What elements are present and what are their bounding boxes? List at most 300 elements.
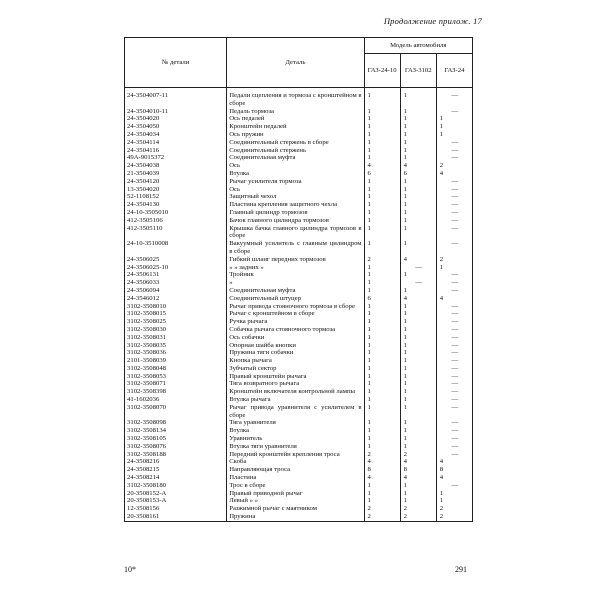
part-number: 24-3504116 (125, 147, 227, 155)
part-number: 3102-3508105 (125, 435, 227, 443)
model-qty-3: 4 (436, 170, 472, 178)
table-row (125, 419, 473, 427)
part-number: 49А-9015372 (125, 154, 227, 162)
model-qty-3: — (436, 186, 472, 194)
model-qty-2: 1 (400, 201, 436, 209)
part-name: Ось (227, 186, 364, 194)
model-qty-3: — (436, 303, 472, 311)
model-qty-3: 4 (436, 474, 472, 482)
model-qty-1: 1 (364, 240, 400, 256)
model-qty-1: 8 (364, 466, 400, 474)
model-qty-3: — (436, 271, 472, 279)
model-qty-2: 1 (400, 178, 436, 186)
model-qty-3: — (436, 342, 472, 350)
model-qty-2: 1 (400, 334, 436, 342)
model-qty-1: 1 (364, 396, 400, 404)
part-name: Опорная шайба кнопки (227, 342, 364, 350)
page-signature: 10* (124, 565, 136, 574)
model-qty-3: — (436, 310, 472, 318)
part-name: Рычаг с кронштейном в сборе (227, 310, 364, 318)
part-name: Собачка рычага стояночного тормоза (227, 326, 364, 334)
model-qty-3: 1 (436, 264, 472, 272)
model-qty-3: 8 (436, 466, 472, 474)
table-row (125, 482, 473, 490)
part-name: Бачок главного цилиндра тормозов (227, 217, 364, 225)
model-qty-2: 1 (400, 154, 436, 162)
table-row (125, 178, 473, 186)
part-name: Передний кронштейн крепления троса (227, 451, 364, 459)
model-qty-2: 1 (400, 365, 436, 373)
model-qty-1: 1 (364, 497, 400, 505)
model-qty-3: 1 (436, 123, 472, 131)
part-number: 24-3506025 (125, 256, 227, 264)
model-qty-1: 1 (364, 287, 400, 295)
part-number: 24-3504114 (125, 139, 227, 147)
part-name: Зубчатый сектор (227, 365, 364, 373)
model-qty-2: 1 (400, 240, 436, 256)
part-name: Защитный чехол (227, 193, 364, 201)
model-qty-2: 1 (400, 497, 436, 505)
header-model-1: ГАЗ-24-10 (364, 54, 400, 88)
part-number: 412-3505110 (125, 225, 227, 241)
model-qty-1: 2 (364, 256, 400, 264)
table-row (125, 466, 473, 474)
part-name: Тяга уравнителя (227, 419, 364, 427)
part-number: 3102-3508070 (125, 404, 227, 420)
part-number: 24-10-3505010 (125, 209, 227, 217)
table-row (125, 443, 473, 451)
part-name: Ось пружин (227, 131, 364, 139)
table-row (125, 318, 473, 326)
model-qty-1: 1 (364, 482, 400, 490)
part-number: 24-3508214 (125, 474, 227, 482)
table-row (125, 287, 473, 295)
table-row (125, 279, 473, 287)
part-name: Педали сцепления и тормоза с кронштейном в сборе (227, 92, 364, 108)
part-name: » » задних » (227, 264, 364, 272)
model-qty-1: 1 (364, 217, 400, 225)
model-qty-2: 4 (400, 474, 436, 482)
model-qty-2: 4 (400, 295, 436, 303)
model-qty-1: 1 (364, 147, 400, 155)
model-qty-1: 1 (364, 123, 400, 131)
part-name: Крышка бачка главного цилиндра тормозов в сборе (227, 225, 364, 241)
model-qty-2: 1 (400, 123, 436, 131)
model-qty-3: — (436, 139, 472, 147)
model-qty-3: — (436, 108, 472, 116)
part-number: 3102-3508188 (125, 451, 227, 459)
model-qty-1: 1 (364, 201, 400, 209)
part-name: Правый приводной рычаг (227, 490, 364, 498)
model-qty-2: 4 (400, 256, 436, 264)
model-qty-1: 1 (364, 357, 400, 365)
table-row (125, 115, 473, 123)
part-number: 3102-3508030 (125, 326, 227, 334)
model-qty-1: 1 (364, 303, 400, 311)
model-qty-2: 2 (400, 513, 436, 521)
part-number: 24-3504120 (125, 178, 227, 186)
model-qty-3: — (436, 357, 472, 365)
model-qty-3: — (436, 193, 472, 201)
part-number: 24-3504050 (125, 123, 227, 131)
part-name: Уравнитель (227, 435, 364, 443)
model-qty-1: 1 (364, 334, 400, 342)
part-number: 3102-3508035 (125, 342, 227, 350)
model-qty-3: — (436, 482, 472, 490)
part-name: Втулка тяги уравнителя (227, 443, 364, 451)
model-qty-1: 6 (364, 295, 400, 303)
part-name: Направляющая троса (227, 466, 364, 474)
model-qty-1: 1 (364, 209, 400, 217)
part-name: Гибкий шланг передних тормозов (227, 256, 364, 264)
model-qty-1: 1 (364, 318, 400, 326)
model-qty-1: 1 (364, 365, 400, 373)
part-number: 24-3506033 (125, 279, 227, 287)
model-qty-3: — (436, 154, 472, 162)
part-number: 24-3546012 (125, 295, 227, 303)
part-name: Тройник (227, 271, 364, 279)
model-qty-3: 1 (436, 115, 472, 123)
part-name: Левый » » (227, 497, 364, 505)
model-qty-1: 1 (364, 310, 400, 318)
table-row (125, 326, 473, 334)
model-qty-3: — (436, 349, 472, 357)
model-qty-2: 1 (400, 435, 436, 443)
table-row (125, 154, 473, 162)
part-name: Трос в сборе (227, 482, 364, 490)
model-qty-2: 1 (400, 396, 436, 404)
model-qty-1: 1 (364, 225, 400, 241)
part-name: Кнопка рычага (227, 357, 364, 365)
table-row (125, 303, 473, 311)
model-qty-1: 2 (364, 513, 400, 521)
table-row (125, 92, 473, 108)
table-row (125, 373, 473, 381)
model-qty-1: 1 (364, 380, 400, 388)
model-qty-2: 1 (400, 115, 436, 123)
model-qty-1: 1 (364, 373, 400, 381)
part-name: Пластина (227, 474, 364, 482)
model-qty-3: — (436, 240, 472, 256)
table-row (125, 139, 473, 147)
model-qty-2: — (400, 264, 436, 272)
model-qty-2: 1 (400, 342, 436, 350)
model-qty-2: 1 (400, 209, 436, 217)
model-qty-1: 1 (364, 92, 400, 108)
model-qty-1: 4 (364, 474, 400, 482)
part-name: Разжимной рычаг с маятником (227, 505, 364, 513)
model-qty-2: 1 (400, 373, 436, 381)
model-qty-1: 1 (364, 178, 400, 186)
part-number: 20-3508161 (125, 513, 227, 521)
part-number: 24-3506094 (125, 287, 227, 295)
model-qty-2: 2 (400, 505, 436, 513)
part-number: 3102-3508053 (125, 373, 227, 381)
model-qty-3: — (436, 92, 472, 108)
part-number: 24-3504034 (125, 131, 227, 139)
part-number: 3102-3508180 (125, 482, 227, 490)
model-qty-3: 1 (436, 131, 472, 139)
model-qty-3: — (436, 373, 472, 381)
part-name: » (227, 279, 364, 287)
part-number: 24-10-3510008 (125, 240, 227, 256)
model-qty-2: 1 (400, 419, 436, 427)
part-name: Соединительный стержень (227, 147, 364, 155)
model-qty-1: 1 (364, 490, 400, 498)
model-qty-1: 2 (364, 451, 400, 459)
model-qty-2: 1 (400, 217, 436, 225)
model-qty-1: 1 (364, 154, 400, 162)
table-row (125, 108, 473, 116)
part-number: 2101-3508039 (125, 357, 227, 365)
model-qty-3: — (436, 451, 472, 459)
header-part-number: № детали (125, 38, 227, 88)
part-number: 21-3504039 (125, 170, 227, 178)
model-qty-3: — (436, 435, 472, 443)
model-qty-1: 1 (364, 435, 400, 443)
table-row (125, 427, 473, 435)
model-qty-2: 1 (400, 388, 436, 396)
part-number: 3102-3508048 (125, 365, 227, 373)
part-name: Ось педалей (227, 115, 364, 123)
model-qty-3: — (436, 279, 472, 287)
model-qty-3: — (436, 326, 472, 334)
model-qty-3: — (436, 217, 472, 225)
part-name: Кронштейн включателя контрольной лампы (227, 388, 364, 396)
table-row (125, 349, 473, 357)
model-qty-1: 1 (364, 388, 400, 396)
part-number: 52-1108152 (125, 193, 227, 201)
part-name: Пружина тяги собачки (227, 349, 364, 357)
part-name: Рычаг усилителя тормоза (227, 178, 364, 186)
model-qty-3: — (436, 396, 472, 404)
model-qty-3: 4 (436, 458, 472, 466)
table-row (125, 186, 473, 194)
model-qty-2: 1 (400, 186, 436, 194)
part-name: Педаль тормоза (227, 108, 364, 116)
part-name: Втулка (227, 427, 364, 435)
table-row (125, 451, 473, 459)
table-row (125, 365, 473, 373)
part-number: 3102-3508015 (125, 310, 227, 318)
table-row (125, 497, 473, 505)
model-qty-2: 4 (400, 458, 436, 466)
part-number: 412-3505106 (125, 217, 227, 225)
model-qty-3: — (436, 404, 472, 420)
model-qty-3: 4 (436, 295, 472, 303)
model-qty-1: 1 (364, 115, 400, 123)
model-qty-1: 4 (364, 458, 400, 466)
table-row (125, 162, 473, 170)
part-number: 41-1602036 (125, 396, 227, 404)
part-number: 24-3504038 (125, 162, 227, 170)
table-row (125, 271, 473, 279)
model-qty-3: 2 (436, 513, 472, 521)
model-qty-2: 1 (400, 380, 436, 388)
model-qty-2: 1 (400, 139, 436, 147)
model-qty-2: 1 (400, 310, 436, 318)
model-qty-2: 1 (400, 482, 436, 490)
table-row (125, 310, 473, 318)
part-name: Ось собачки (227, 334, 364, 342)
model-qty-2: 1 (400, 443, 436, 451)
model-qty-1: 1 (364, 342, 400, 350)
table-row (125, 513, 473, 521)
table-row (125, 505, 473, 513)
part-name: Соединительная муфта (227, 287, 364, 295)
table-row (125, 435, 473, 443)
part-name: Пластина крепления защитного чехла (227, 201, 364, 209)
table-row (125, 474, 473, 482)
table-row (125, 380, 473, 388)
table-row (125, 357, 473, 365)
table-row (125, 256, 473, 264)
model-qty-3: — (436, 147, 472, 155)
model-qty-1: 1 (364, 326, 400, 334)
part-name: Рычаг привода стояночного тормоза в сборе (227, 303, 364, 311)
model-qty-3: — (436, 388, 472, 396)
model-qty-2: 1 (400, 427, 436, 435)
model-qty-2: 1 (400, 490, 436, 498)
model-qty-1: 4 (364, 162, 400, 170)
model-qty-2: 1 (400, 318, 436, 326)
model-qty-3: — (436, 318, 472, 326)
parts-table (124, 37, 473, 522)
model-qty-1: 1 (364, 419, 400, 427)
model-qty-1: 1 (364, 349, 400, 357)
model-qty-3: — (436, 334, 472, 342)
header-model-3: ГАЗ-24 (436, 54, 472, 88)
model-qty-2: 1 (400, 271, 436, 279)
model-qty-2: — (400, 279, 436, 287)
table-row (125, 201, 473, 209)
model-qty-2: 1 (400, 326, 436, 334)
model-qty-1: 1 (364, 186, 400, 194)
model-qty-3: — (436, 209, 472, 217)
model-qty-3: — (436, 365, 472, 373)
table-row (125, 264, 473, 272)
model-qty-1: 1 (364, 108, 400, 116)
part-name: Пружина (227, 513, 364, 521)
table-row (125, 342, 473, 350)
header-model-2: ГАЗ-3102 (400, 54, 436, 88)
model-qty-2: 4 (400, 162, 436, 170)
model-qty-2: 1 (400, 303, 436, 311)
model-qty-1: 2 (364, 505, 400, 513)
part-number: 3102-3508398 (125, 388, 227, 396)
model-qty-1: 1 (364, 193, 400, 201)
model-qty-2: 1 (400, 147, 436, 155)
model-qty-2: 1 (400, 193, 436, 201)
part-name: Вакуумный усилитель с главным цилиндром в сборе (227, 240, 364, 256)
part-name: Рычаг привода уравнителя с усилителем в сборе (227, 404, 364, 420)
model-qty-1: 1 (364, 427, 400, 435)
part-name: Втулка рычага (227, 396, 364, 404)
model-qty-2: 1 (400, 357, 436, 365)
part-number: 24-3506131 (125, 271, 227, 279)
part-name: Кронштейн педалей (227, 123, 364, 131)
table-row (125, 123, 473, 131)
model-qty-3: — (436, 287, 472, 295)
model-qty-2: 1 (400, 108, 436, 116)
table-row (125, 170, 473, 178)
part-number: 3102-3508076 (125, 443, 227, 451)
model-qty-1: 1 (364, 404, 400, 420)
table-row (125, 458, 473, 466)
table-row (125, 193, 473, 201)
table-row (125, 388, 473, 396)
part-number: 24-3508215 (125, 466, 227, 474)
part-number: 24-3504010-11 (125, 108, 227, 116)
part-number: 24-3504020 (125, 115, 227, 123)
model-qty-2: 8 (400, 466, 436, 474)
model-qty-3: 2 (436, 256, 472, 264)
header-part-name: Деталь (227, 38, 364, 88)
part-name: Ось (227, 162, 364, 170)
model-qty-3: 1 (436, 490, 472, 498)
part-number: 13-3504020 (125, 186, 227, 194)
part-number: 12-3508156 (125, 505, 227, 513)
part-name: Соединительный стержень в сборе (227, 139, 364, 147)
table-row (125, 404, 473, 420)
part-number: 24-3508216 (125, 458, 227, 466)
model-qty-3: — (436, 443, 472, 451)
part-number: 3102-3508134 (125, 427, 227, 435)
part-number: 3102-3508025 (125, 318, 227, 326)
part-number: 3102-3508010 (125, 303, 227, 311)
model-qty-2: 1 (400, 404, 436, 420)
model-qty-2: 2 (400, 451, 436, 459)
table-row (125, 225, 473, 241)
model-qty-3: — (436, 427, 472, 435)
model-qty-3: — (436, 201, 472, 209)
part-name: Втулка (227, 170, 364, 178)
part-number: 3102-3508098 (125, 419, 227, 427)
model-qty-3: — (436, 419, 472, 427)
header-model-group: Модель автомобиля (364, 38, 472, 54)
page-number: 291 (455, 565, 467, 574)
model-qty-2: 6 (400, 170, 436, 178)
model-qty-3: — (436, 380, 472, 388)
model-qty-3: — (436, 225, 472, 241)
part-name: Правый кронштейн рычага (227, 373, 364, 381)
model-qty-3: — (436, 178, 472, 186)
model-qty-2: 1 (400, 287, 436, 295)
model-qty-1: 1 (364, 264, 400, 272)
table-row (125, 209, 473, 217)
part-number: 3102-3508036 (125, 349, 227, 357)
table-row (125, 147, 473, 155)
model-qty-3: 1 (436, 497, 472, 505)
part-number: 3102-3508031 (125, 334, 227, 342)
model-qty-1: 1 (364, 279, 400, 287)
table-row (125, 131, 473, 139)
part-number: 24-3504007-11 (125, 92, 227, 108)
part-number: 20-3508153-А (125, 497, 227, 505)
model-qty-1: 1 (364, 443, 400, 451)
part-name: Соединительная муфта (227, 154, 364, 162)
model-qty-1: 1 (364, 271, 400, 279)
table-row (125, 490, 473, 498)
model-qty-3: 2 (436, 162, 472, 170)
model-qty-3: 2 (436, 505, 472, 513)
model-qty-1: 1 (364, 139, 400, 147)
part-number: 24-3504130 (125, 201, 227, 209)
table-row (125, 295, 473, 303)
table-row (125, 396, 473, 404)
model-qty-2: 1 (400, 225, 436, 241)
part-number: 3102-3508071 (125, 380, 227, 388)
